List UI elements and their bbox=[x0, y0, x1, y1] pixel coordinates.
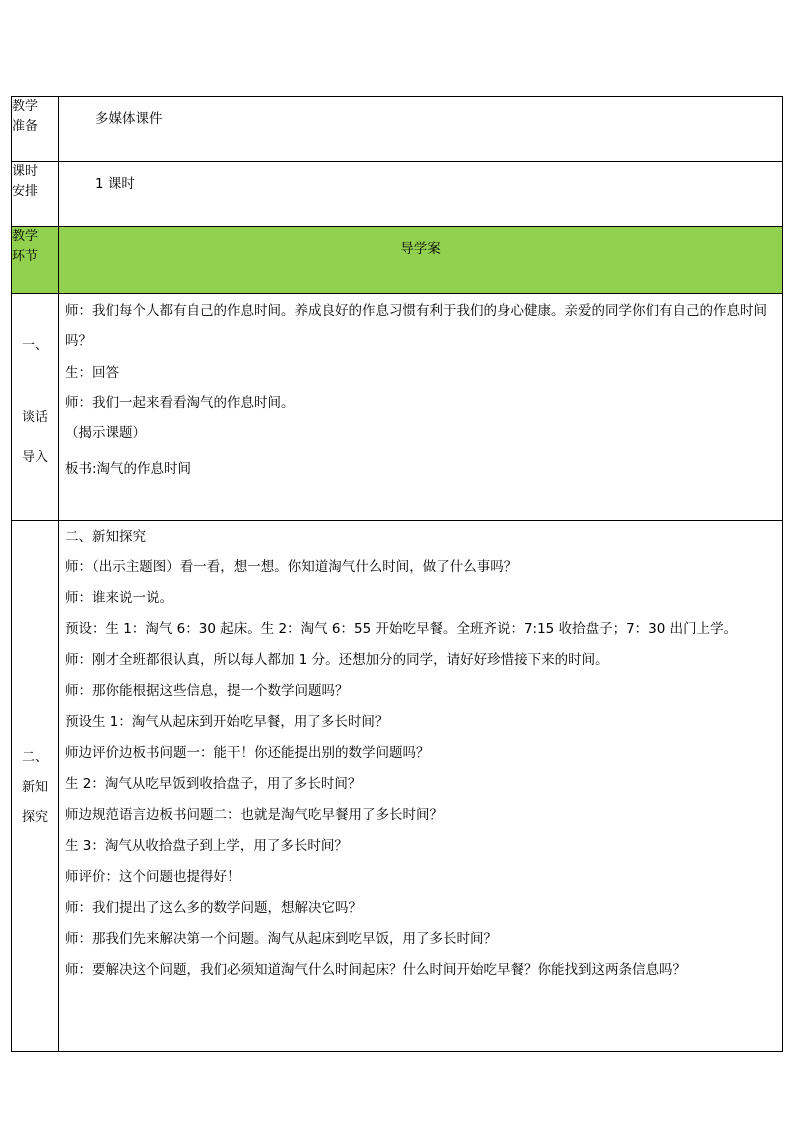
paragraph: 师：那我们先来解决第一个问题。淘气从起床到吃早饭，用了多长时间？ bbox=[65, 931, 497, 947]
label-line: 准备 bbox=[12, 119, 39, 134]
label-line: 一、 bbox=[21, 338, 48, 353]
paragraph: 师：我们提出了这么多的数学问题，想解决它吗？ bbox=[65, 900, 362, 916]
label-line: 谈话 bbox=[21, 410, 48, 425]
row-section-explore bbox=[12, 521, 783, 1052]
paragraph: 师：（出示主题图）看一看，想一想。你知道淘气什么时间，做了什么事吗？ bbox=[65, 559, 518, 575]
paragraph: 二、新知探究 bbox=[65, 529, 146, 545]
paragraph: 预设：生 1：淘气 6：30 起床。生 2：淘气 6：55 开始吃早餐。全班齐说：7:15 收拾盘子；7：30 出门上学。 bbox=[65, 621, 738, 637]
section-2-content bbox=[59, 521, 783, 1052]
paragraph: 师：谁来说一说。 bbox=[65, 590, 173, 606]
paragraph: 师：我们一起来看看淘气的作息时间。 bbox=[65, 395, 295, 411]
paragraph: 师：要解决这个问题，我们必须知道淘气什么时间起床？什么时间开始吃早餐？你能找到这两条信息吗？ bbox=[65, 962, 686, 978]
paragraph: 生：回答 bbox=[65, 365, 119, 381]
label-line: 新知 bbox=[21, 780, 48, 795]
paragraph: 师：我们每个人都有自己的作息时间。养成良好的作息习惯有利于我们的身心健康。亲爱的同学你们有自己的作息时间吗？ bbox=[65, 303, 767, 349]
label-line: 导入 bbox=[21, 450, 48, 465]
paragraph: 生 3：淘气从收拾盘子到上学，用了多长时间？ bbox=[65, 838, 348, 854]
paragraph: 师：那你能根据这些信息，提一个数学问题吗？ bbox=[65, 683, 349, 699]
label-line: 课时 bbox=[12, 164, 39, 179]
guided-learning-plan-heading: 导学案 bbox=[59, 227, 783, 294]
row-teaching-stage bbox=[12, 227, 783, 294]
paragraph: 师：刚才全班都很认真，所以每人都加 1 分。还想加分的同学，请好好珍惜接下来的时间。 bbox=[65, 652, 609, 668]
lesson-plan-table bbox=[11, 96, 783, 1052]
teaching-preparation-value: 多媒体课件 bbox=[59, 97, 783, 162]
label-teaching-stage bbox=[12, 227, 59, 294]
section-1-label bbox=[12, 294, 59, 521]
paragraph: （揭示课题） bbox=[65, 425, 146, 441]
label-line: 教学 bbox=[12, 229, 39, 244]
row-teaching-preparation bbox=[12, 97, 783, 162]
label-lesson-hours bbox=[12, 162, 59, 227]
label-line: 教学 bbox=[12, 99, 39, 114]
label-line: 环节 bbox=[12, 249, 39, 264]
paragraph: 师边规范语言边板书问题二：也就是淘气吃早餐用了多长时间？ bbox=[65, 807, 443, 823]
paragraph: 板书:淘气的作息时间 bbox=[65, 461, 192, 477]
label-line: 安排 bbox=[12, 184, 39, 199]
section-1-content bbox=[59, 294, 783, 521]
paragraph: 师边评价边板书问题一：能干！你还能提出别的数学问题吗？ bbox=[65, 745, 430, 761]
label-line: 二、 bbox=[21, 750, 48, 765]
paragraph: 生 2：淘气从吃早饭到收拾盘子，用了多长时间？ bbox=[65, 776, 362, 792]
lesson-hours-value: 1 课时 bbox=[59, 162, 783, 227]
row-lesson-hours bbox=[12, 162, 783, 227]
label-line: 探究 bbox=[21, 810, 48, 825]
row-section-intro bbox=[12, 294, 783, 521]
section-2-label bbox=[12, 521, 59, 1052]
paragraph: 师评价：这个问题也提得好！ bbox=[65, 869, 241, 885]
label-teaching-preparation bbox=[12, 97, 59, 162]
paragraph: 预设生 1：淘气从起床到开始吃早餐，用了多长时间？ bbox=[65, 714, 389, 730]
